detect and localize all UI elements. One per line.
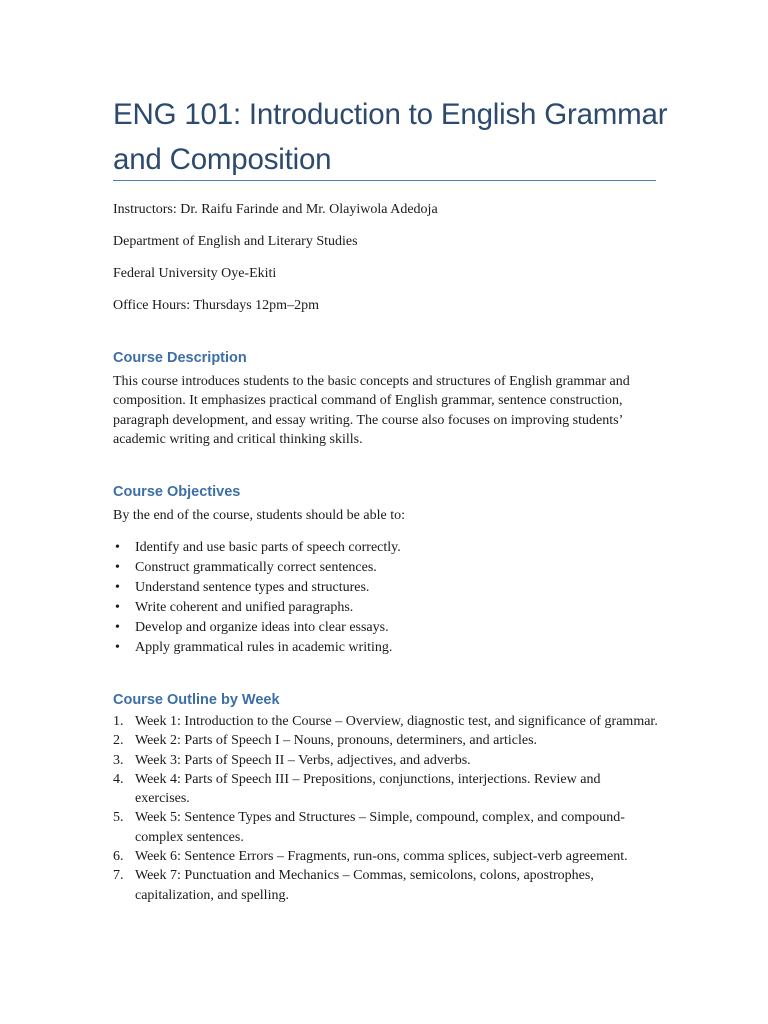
objectives-list	[113, 538, 658, 658]
instructors-line: Instructors: Dr. Raifu Farinde and Mr. Olayiwola Adedoja	[113, 202, 438, 217]
course-objectives-heading: Course Objectives	[113, 484, 241, 500]
title-divider	[113, 180, 656, 181]
office-hours-line: Office Hours: Thursdays 12pm–2pm	[113, 298, 319, 313]
objective-text: Identify and use basic parts of speech correctly.	[135, 540, 401, 555]
outline-text: Week 2: Parts of Speech I – Nouns, pronouns, determiners, and articles.	[135, 733, 538, 749]
list-number: 5.	[113, 810, 124, 826]
outline-item	[113, 847, 658, 866]
objective-item	[113, 578, 658, 598]
course-description-text: This course introduces students to the basic concepts and structures of English grammar and composition. It emphasizes practical command of English grammar, sentence construction, paragraph development, and essay writing. The course also focuses on improving students’ academic writing and critical thinking skills.	[113, 374, 630, 447]
bullet-icon: •	[115, 620, 120, 635]
list-number: 6.	[113, 849, 124, 865]
objective-item	[113, 538, 658, 558]
objective-text: Construct grammatically correct sentences.	[135, 560, 377, 575]
outline-item	[113, 808, 658, 847]
outline-text: Week 1: Introduction to the Course – Overview, diagnostic test, and significance of grammar.	[135, 714, 658, 729]
outline-text: Week 3: Parts of Speech II – Verbs, adjectives, and adverbs.	[135, 752, 471, 768]
outline-text: Week 6: Sentence Errors – Fragments, run-ons, comma splices, subject-verb agreement.	[135, 849, 628, 865]
list-number: 2.	[113, 733, 124, 749]
course-outline-heading: Course Outline by Week	[113, 692, 280, 708]
outline-list	[113, 712, 658, 905]
objectives-intro: By the end of the course, students should be able to:	[113, 508, 405, 523]
outline-text: Week 7: Punctuation and Mechanics – Commas, semicolons, colons, apostrophes, capitalization, and spelling.	[135, 868, 594, 903]
outline-text: Week 5: Sentence Types and Structures – Simple, compound, complex, and compound-complex sentences.	[135, 810, 625, 845]
list-number: 4.	[113, 771, 124, 787]
objective-text: Apply grammatical rules in academic writing.	[135, 640, 393, 655]
bullet-icon: •	[115, 640, 120, 655]
outline-item	[113, 770, 658, 809]
objective-text: Develop and organize ideas into clear essays.	[135, 620, 389, 635]
bullet-icon: •	[115, 560, 120, 575]
outline-item	[113, 712, 658, 731]
list-number: 7.	[113, 868, 124, 884]
objective-text: Write coherent and unified paragraphs.	[135, 600, 354, 615]
document-title: ENG 101: Introduction to English Grammar and Composition	[113, 98, 668, 176]
university-line: Federal University Oye-Ekiti	[113, 266, 277, 281]
outline-item	[113, 751, 658, 770]
list-number: 3.	[113, 752, 124, 768]
bullet-icon: •	[115, 580, 120, 595]
outline-item	[113, 866, 658, 905]
objective-item	[113, 558, 658, 578]
outline-text: Week 4: Parts of Speech III – Prepositions, conjunctions, interjections. Review and exercises.	[135, 771, 601, 807]
department-line: Department of English and Literary Studies	[113, 234, 358, 249]
bullet-icon: •	[115, 540, 120, 555]
course-description-heading: Course Description	[113, 350, 247, 366]
list-number: 1.	[113, 714, 124, 729]
objective-item	[113, 638, 658, 658]
objective-item	[113, 618, 658, 638]
objective-text: Understand sentence types and structures.	[135, 580, 370, 595]
bullet-icon: •	[115, 600, 120, 615]
objective-item	[113, 598, 658, 618]
outline-item	[113, 731, 658, 750]
